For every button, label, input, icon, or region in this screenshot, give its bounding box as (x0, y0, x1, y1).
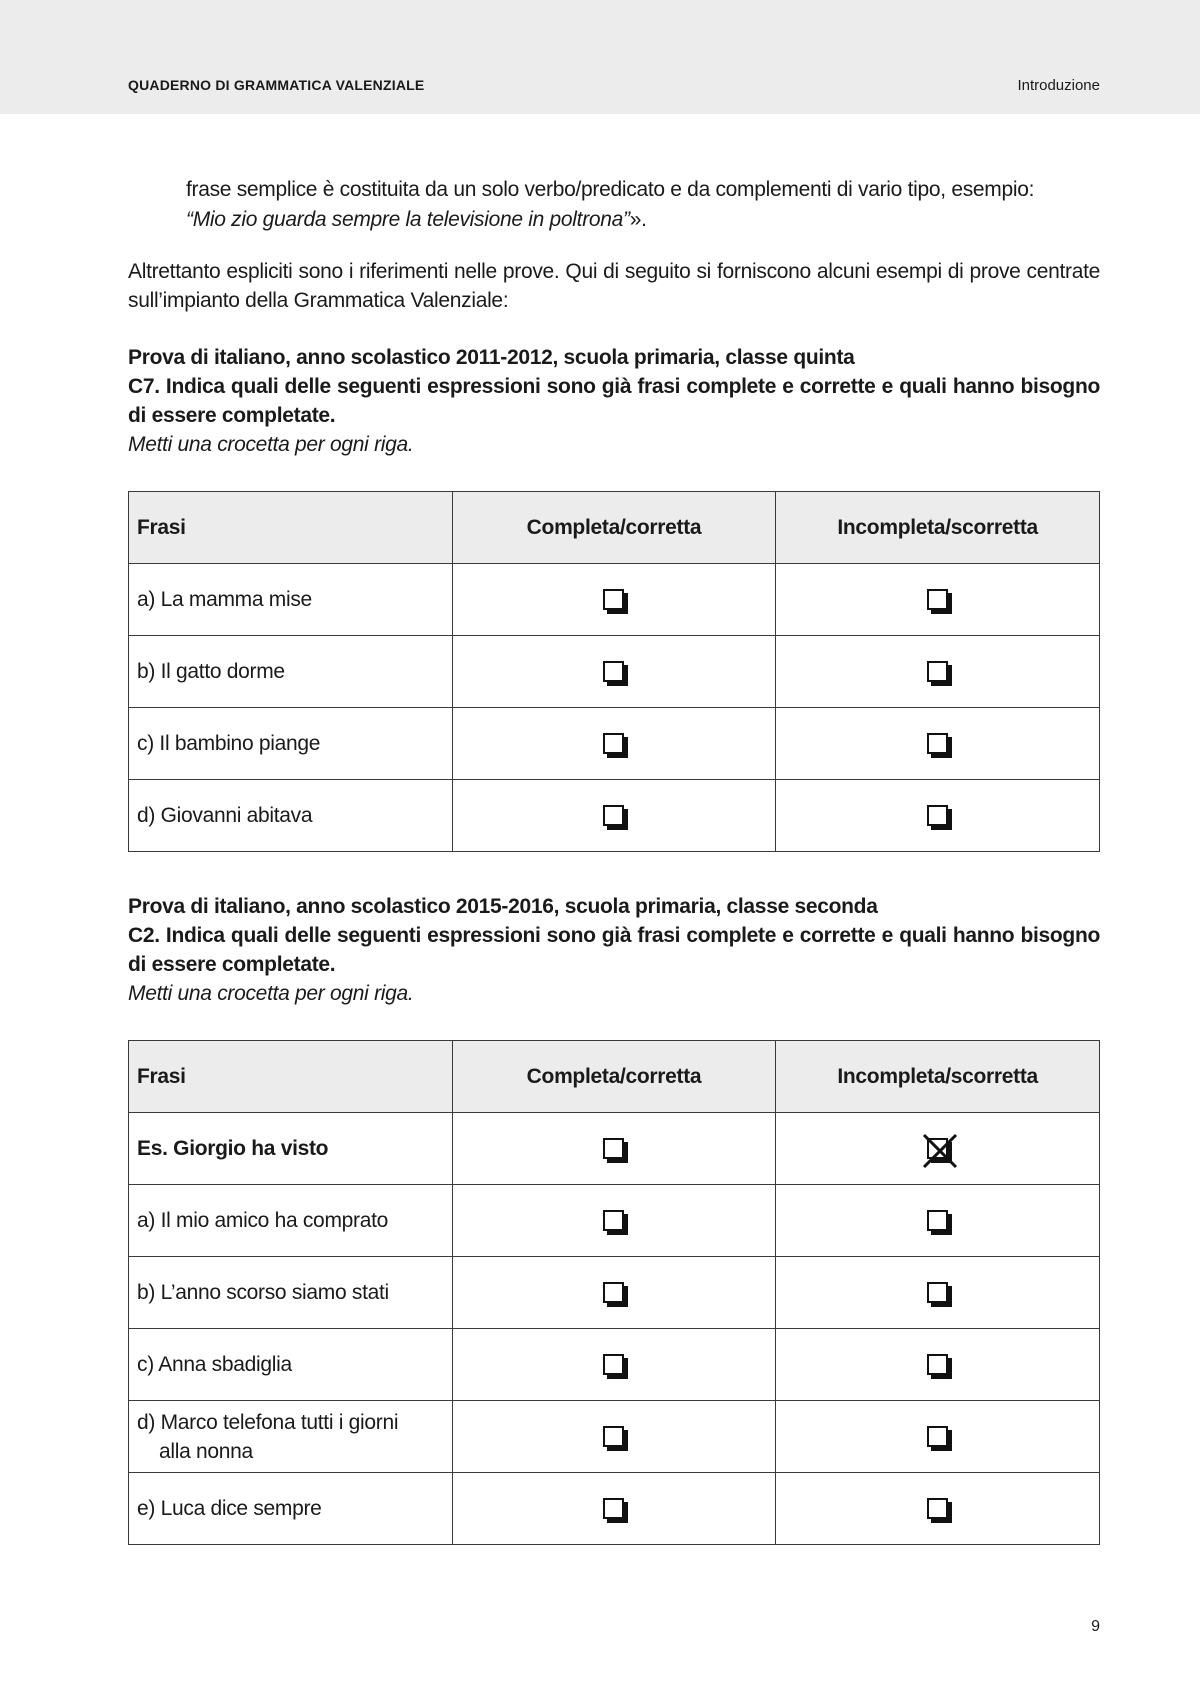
table-row-example (129, 1113, 1100, 1185)
test-title: Prova di italiano, anno scolastico 2011-2012, scuola primaria, classe quinta (128, 346, 855, 369)
page-number: 9 (1091, 1618, 1100, 1635)
column-header-complete: Completa/corretta (452, 1041, 776, 1113)
quote-end: ». (629, 208, 647, 231)
checkbox-complete[interactable] (603, 1354, 624, 1375)
sentence-label: d) Giovanni abitava (129, 780, 453, 852)
checkbox-incomplete[interactable] (927, 805, 948, 826)
checkbox-incomplete[interactable] (927, 1426, 948, 1447)
column-header-incomplete: Incompleta/scorretta (776, 1041, 1100, 1113)
table-row (129, 1473, 1100, 1545)
quiz-table-1 (128, 491, 1100, 852)
table-row (129, 1401, 1100, 1473)
page-header (0, 0, 1200, 114)
checkbox-incomplete[interactable] (927, 589, 948, 610)
test-question: C7. Indica quali delle seguenti espressioni sono già frasi complete e corrette e quali hanno bisogno di essere completate. (128, 375, 1100, 427)
sentence-label-line1: d) Marco telefona tutti i giorni (137, 1410, 399, 1434)
table-row (129, 1257, 1100, 1329)
checkbox-complete[interactable] (603, 1138, 624, 1159)
sentence-label (129, 1401, 453, 1473)
table-header-row (129, 492, 1100, 564)
column-header-frasi: Frasi (129, 1041, 453, 1113)
intro-paragraph: Altrettanto espliciti sono i riferimenti nelle prove. Qui di seguito si forniscono alcuni esempi di prove centrate sull’impianto della Grammatica Valenziale: (128, 260, 1100, 312)
checkbox-incomplete[interactable] (927, 733, 948, 754)
sentence-label-line2: alla nonna (159, 1439, 253, 1463)
quoted-definition (186, 175, 1046, 235)
checkbox-complete[interactable] (603, 1282, 624, 1303)
test-section-2 (128, 892, 1100, 1008)
table-row (129, 708, 1100, 780)
checkbox-complete[interactable] (603, 661, 624, 682)
checkbox-incomplete[interactable] (927, 1498, 948, 1519)
checkbox-complete[interactable] (603, 589, 624, 610)
test-title: Prova di italiano, anno scolastico 2015-2016, scuola primaria, classe seconda (128, 895, 878, 918)
sentence-label: c) Anna sbadiglia (129, 1329, 453, 1401)
cross-mark-icon (920, 1131, 960, 1171)
sentence-label: b) L’anno scorso siamo stati (129, 1257, 453, 1329)
checkbox-complete[interactable] (603, 733, 624, 754)
quote-text: frase semplice è costituita da un solo verbo/predicato e da complementi di vario tipo, esempio: (186, 178, 1035, 201)
sentence-label: Es. Giorgio ha visto (129, 1113, 453, 1185)
table-row (129, 1185, 1100, 1257)
checkbox-incomplete[interactable] (927, 1210, 948, 1231)
checkbox-complete[interactable] (603, 805, 624, 826)
sentence-label: e) Luca dice sempre (129, 1473, 453, 1545)
chapter-title: Introduzione (1017, 77, 1100, 94)
sentence-label: a) Il mio amico ha comprato (129, 1185, 453, 1257)
table-header-row (129, 1041, 1100, 1113)
test-instruction: Metti una crocetta per ogni riga. (128, 433, 414, 456)
book-title: QUADERNO DI GRAMMATICA VALENZIALE (128, 77, 425, 93)
checkbox-incomplete[interactable] (927, 1354, 948, 1375)
test-instruction: Metti una crocetta per ogni riga. (128, 982, 414, 1005)
column-header-incomplete: Incompleta/scorretta (776, 492, 1100, 564)
table-row (129, 564, 1100, 636)
sentence-label: b) Il gatto dorme (129, 636, 453, 708)
column-header-complete: Completa/corretta (452, 492, 776, 564)
test-section-1 (128, 343, 1100, 459)
checkbox-complete[interactable] (603, 1426, 624, 1447)
checkbox-incomplete[interactable] (927, 661, 948, 682)
checkbox-incomplete-checked[interactable] (927, 1138, 948, 1159)
checkbox-complete[interactable] (603, 1498, 624, 1519)
checkbox-incomplete[interactable] (927, 1282, 948, 1303)
sentence-label: a) La mamma mise (129, 564, 453, 636)
table-row (129, 780, 1100, 852)
quote-example: “Mio zio guarda sempre la televisione in poltrona” (186, 208, 630, 231)
test-question: C2. Indica quali delle seguenti espressioni sono già frasi complete e corrette e quali hanno bisogno di essere completate. (128, 924, 1100, 976)
quiz-table-2 (128, 1040, 1100, 1545)
sentence-label: c) Il bambino piange (129, 708, 453, 780)
column-header-frasi: Frasi (129, 492, 453, 564)
page-content (128, 175, 1100, 1545)
table-row (129, 1329, 1100, 1401)
table-row (129, 636, 1100, 708)
checkbox-complete[interactable] (603, 1210, 624, 1231)
